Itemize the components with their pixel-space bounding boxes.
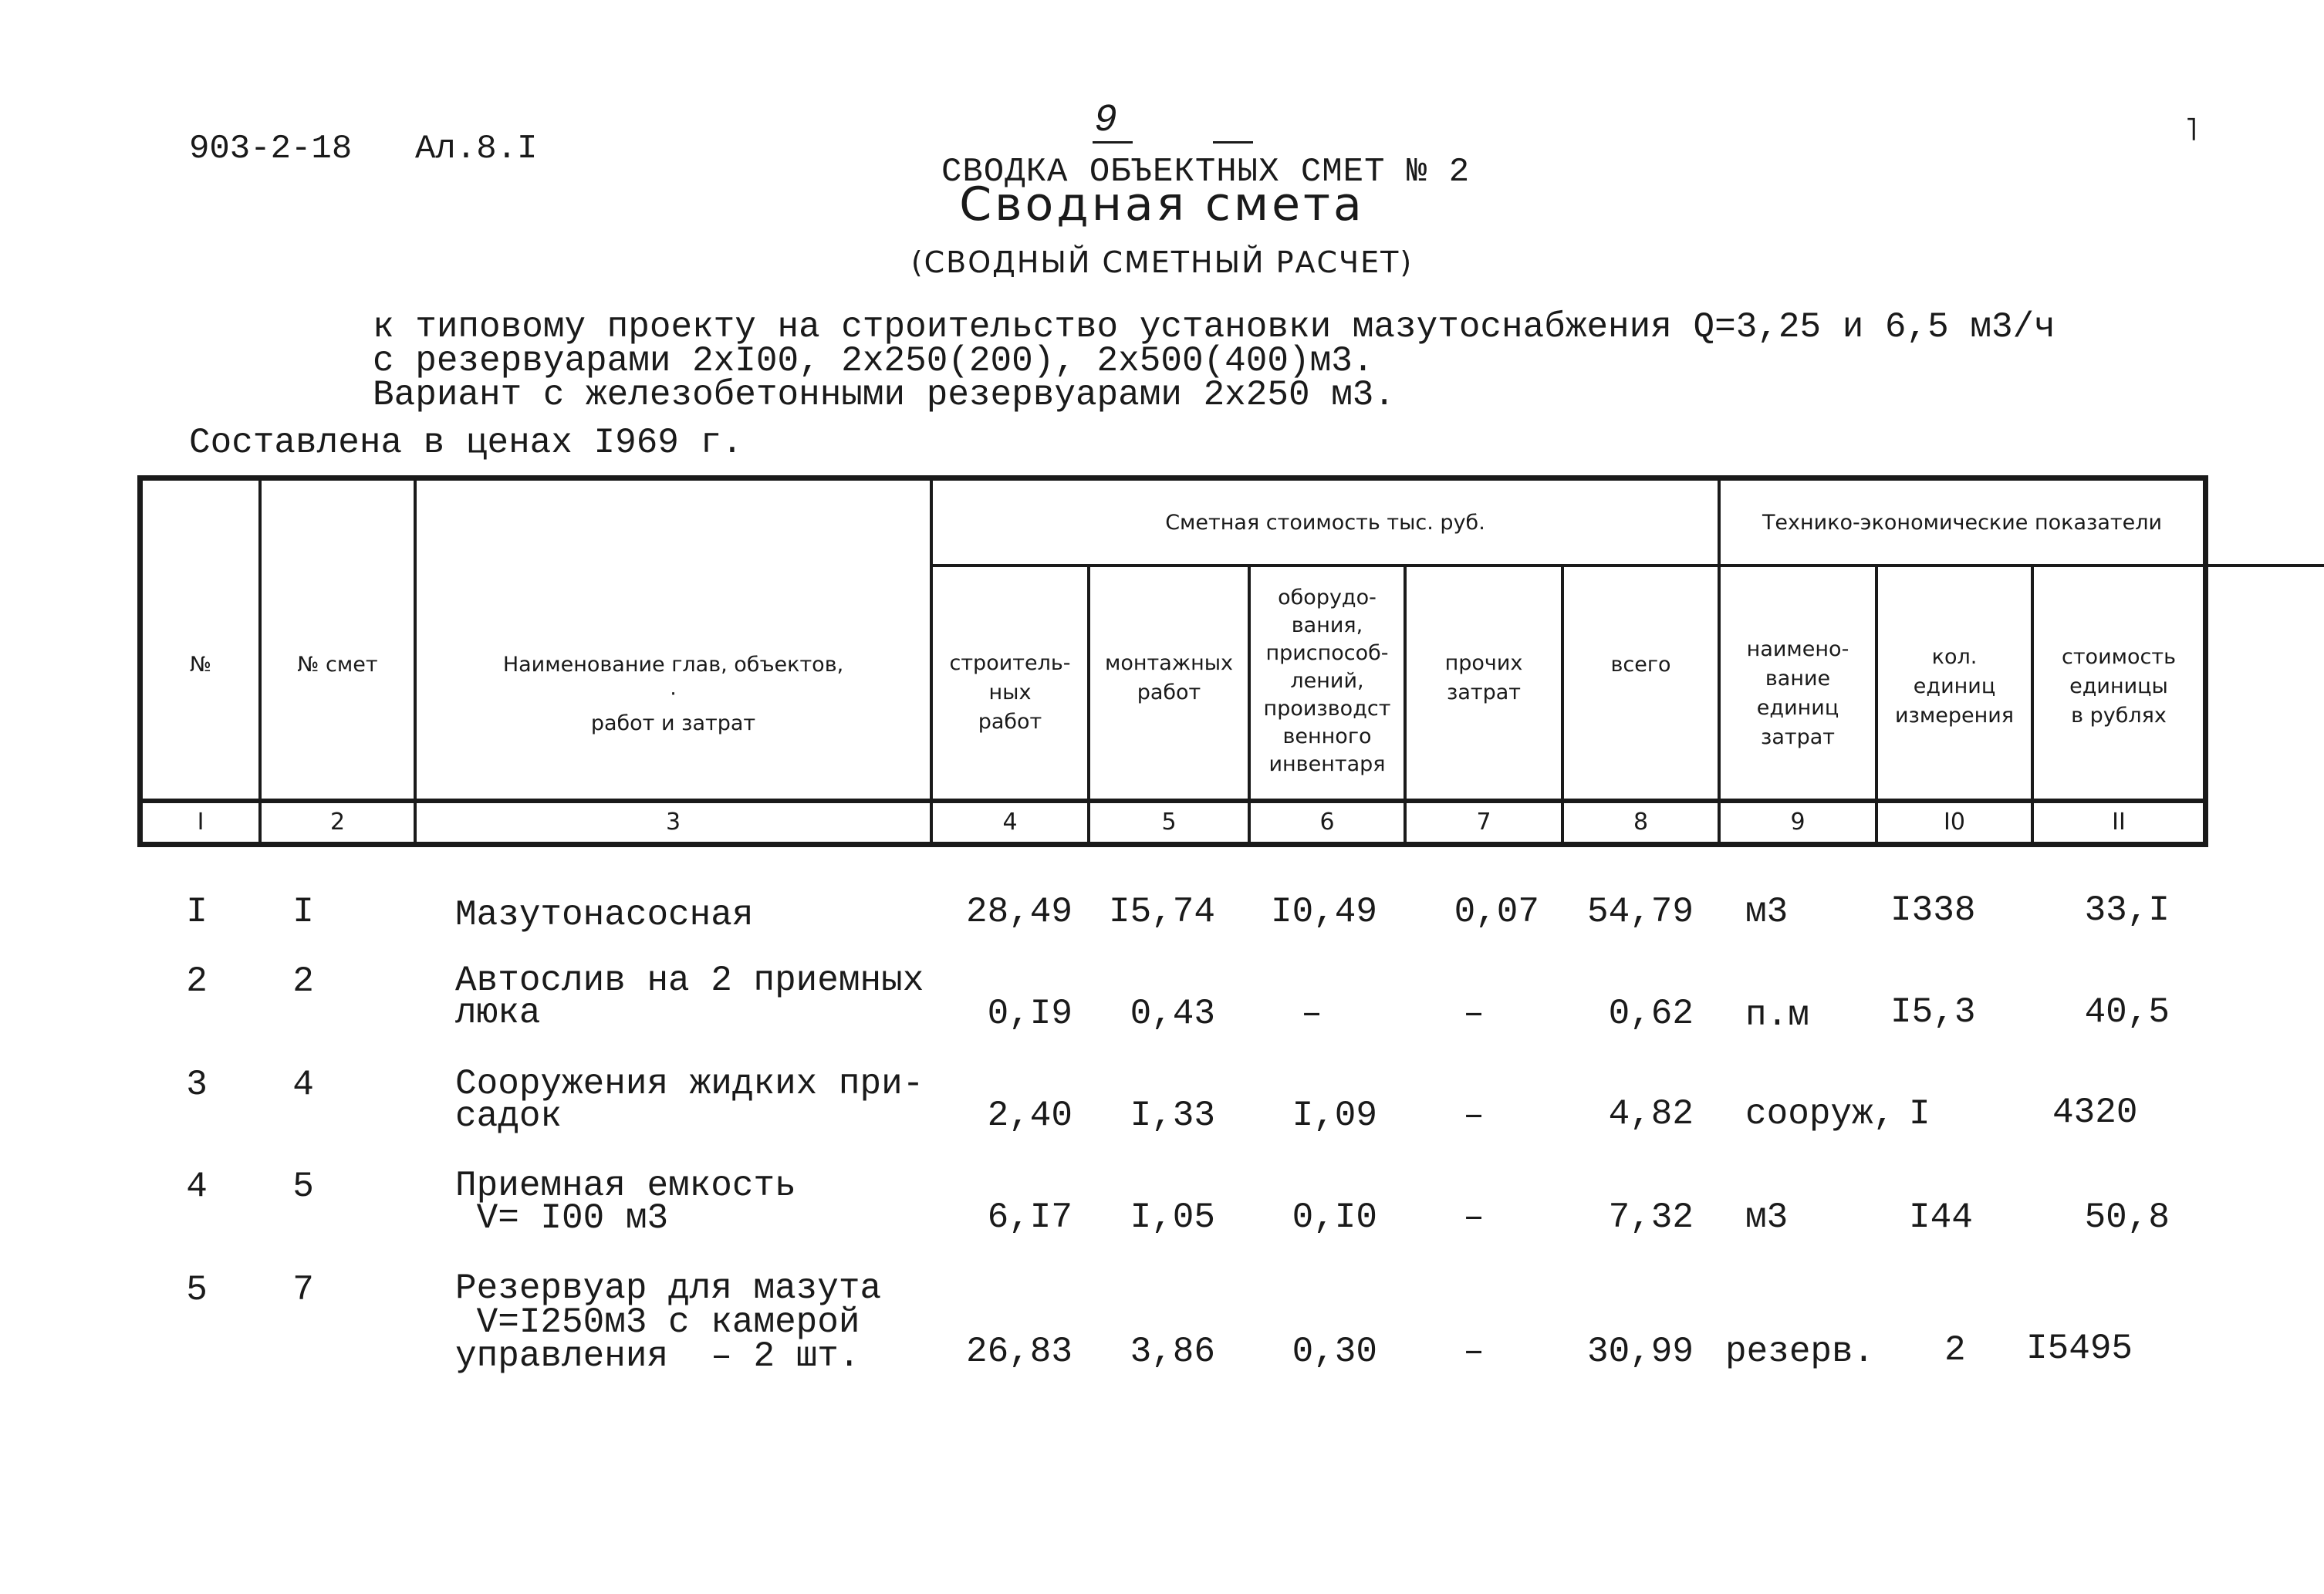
row-installation: I5,74 [1108,892,1215,932]
row-quantity: I5,3 [1890,992,1976,1032]
corner-mark: ˥ [2182,116,2201,150]
row-equipment: – [1301,994,1322,1034]
column-number: 5 [1161,809,1177,836]
subtitle: (СВОДНЫЙ СМЕТНЫЙ РАСЧЕТ) [910,245,1414,279]
row-quantity: I338 [1890,890,1976,930]
column-header-installation: монтажных работ [1104,651,1234,704]
row-total: 54,79 [1586,892,1694,932]
sheet-reference: Ал.8.I [415,130,538,168]
group-header-cost: Сметная стоимость тыс. руб. [1165,511,1485,535]
grid-line [930,564,2324,567]
row-equipment: 0,I0 [1292,1197,1377,1238]
row-other: – [1463,1197,1485,1238]
description-line: Вариант с железобетонными резервуарами 2х250 м3. [373,375,1396,415]
column-header-total: всего [1610,653,1671,677]
row-quantity: I [1909,1094,1930,1134]
document-code: 903-2-18 [189,130,353,168]
column-header-unit-cost: стоимость единицы в рублях [2061,645,2176,728]
row-installation: I,05 [1130,1197,1215,1238]
column-number: 6 [1319,809,1335,836]
row-construction: 6,I7 [987,1197,1072,1238]
row-other: – [1463,1332,1485,1372]
row-estimate-number: 4 [292,1065,314,1105]
row-unit-cost: 50,8 [2084,1197,2170,1238]
row-total: 4,82 [1608,1094,1694,1134]
column-header-quantity: кол. единиц измерения [1894,645,2015,728]
page-number: 9 [1094,99,1118,143]
column-header-no: № [189,653,212,677]
column-header-equipment: оборудо- вания, приспособ- лений, производст венного инвентаря [1263,586,1391,776]
column-number: I0 [1944,809,1965,836]
row-total: 0,62 [1608,994,1694,1034]
row-other: – [1463,994,1485,1034]
row-unit: п.м [1745,995,1809,1035]
row-equipment: I0,49 [1270,892,1377,932]
column-number: 4 [1002,809,1018,836]
row-number: 3 [186,1065,208,1105]
column-number: 2 [329,809,346,836]
column-header-unit-name: наимено- вание единиц затрат [1746,637,1849,749]
row-installation: 0,43 [1130,994,1215,1034]
column-number: 3 [665,809,681,836]
column-number: I [197,809,204,836]
row-total: 7,32 [1608,1197,1694,1238]
row-name: Резервуар для мазута V=I250м3 с камерой управления – 2 шт. [455,1268,882,1376]
summary-title: СВОДКА ОБЪЕКТНЫХ СМЕТ № 2 [941,153,1471,191]
group-header-tech: Технико-экономические показатели [1762,511,2163,535]
estimate-table-header [137,475,2208,847]
row-number: 2 [186,961,208,1001]
description-line: к типовому проекту на строительство установки мазутоснабжения Q=3,25 и 6,5 м3/ч [373,307,2055,347]
row-construction: 26,83 [965,1332,1072,1372]
row-other: 0,07 [1454,892,1539,932]
page-number-dash-right [1213,141,1253,144]
row-name: Приемная емкость V= I00 м3 [455,1166,796,1238]
column-number: 8 [1633,809,1649,836]
column-header-construction: строитель- ных работ [949,651,1071,734]
column-number: II [2112,809,2126,836]
column-number: 7 [1476,809,1491,836]
row-equipment: 0,30 [1292,1332,1377,1372]
row-construction: 0,I9 [987,994,1072,1034]
row-estimate-number: 5 [292,1167,314,1207]
column-header-estimate-no: № смет [297,653,378,677]
row-installation: 3,86 [1130,1332,1215,1372]
row-estimate-number: I [292,892,314,932]
column-number: 9 [1790,809,1805,836]
row-construction: 28,49 [965,892,1072,932]
prices-note: Составлена в ценах I969 г. [189,423,743,463]
row-unit: м3 [1745,892,1789,932]
row-unit: резерв. [1725,1332,1875,1372]
row-total: 30,99 [1586,1332,1694,1372]
row-equipment: I,09 [1292,1096,1377,1136]
row-number: 4 [186,1167,208,1207]
column-header-other: прочих затрат [1444,651,1523,704]
row-number: 5 [186,1270,208,1310]
main-title: Сводная смета [959,177,1365,231]
row-unit: м3 [1745,1197,1789,1238]
row-unit-cost: 40,5 [2084,992,2170,1032]
row-number: I [186,892,208,932]
row-unit-cost: 4320 [2052,1092,2138,1133]
row-estimate-number: 2 [292,961,314,1001]
row-other: – [1463,1096,1485,1136]
row-quantity: 2 [1944,1330,1966,1370]
row-unit: сооруж, [1745,1094,1895,1134]
grid-line [143,799,2203,803]
row-construction: 2,40 [987,1096,1072,1136]
column-header-name: Наименование глав, объектов, · работ и затрат [502,653,844,735]
row-name: Сооружения жидких при- садок [455,1064,924,1136]
row-name: Автослив на 2 приемных люка [455,961,924,1033]
row-unit-cost: 33,I [2084,890,2170,930]
description-line: с резервуарами 2хI00, 2х250(200), 2х500(400)м3. [373,341,1374,381]
row-estimate-number: 7 [292,1270,314,1310]
row-quantity: I44 [1909,1197,1973,1238]
row-unit-cost: I5495 [2026,1329,2133,1369]
row-name: Мазутонасосная [455,895,754,935]
row-installation: I,33 [1130,1096,1215,1136]
